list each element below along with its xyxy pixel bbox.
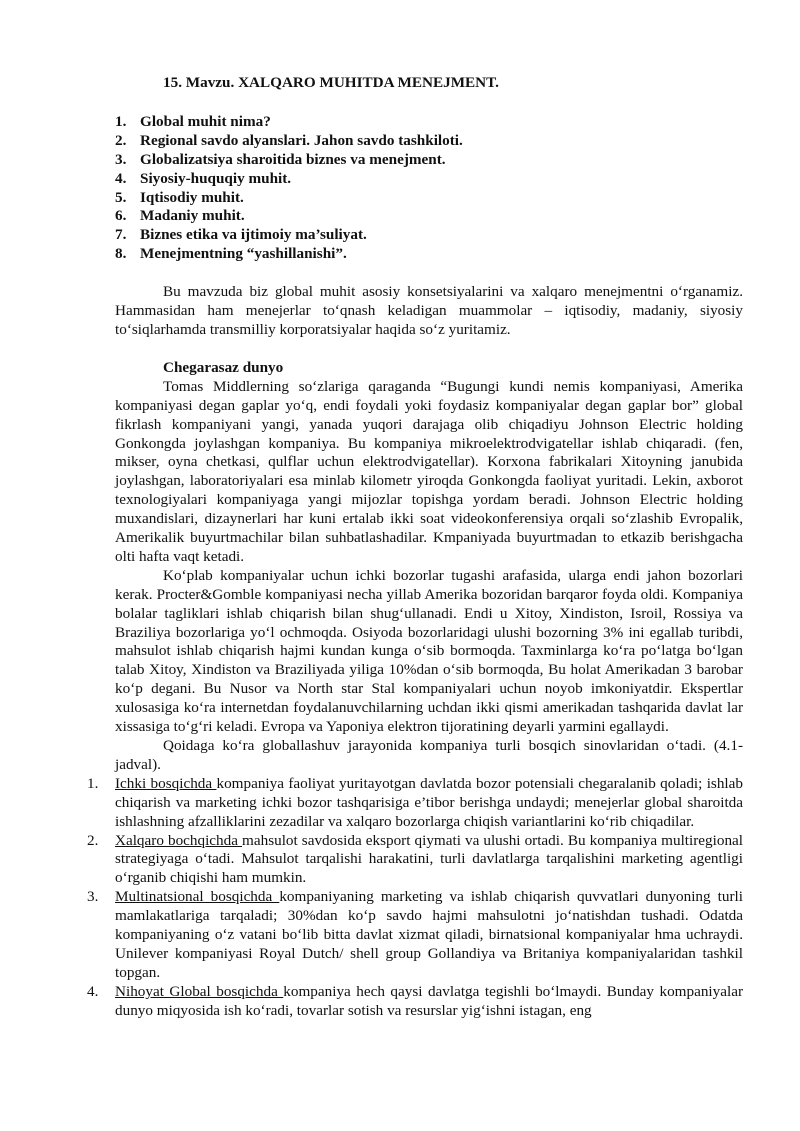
outline-number: 4. [115,169,127,187]
topic-outline [115,113,743,264]
stage-term: Xalqaro bochqichda [115,831,243,849]
outline-text: Globalizatsiya sharoitida biznes va menejment. [140,150,446,168]
stage-item [87,832,743,889]
outline-number: 8. [115,245,127,263]
stage-item [87,983,743,1021]
outline-item [115,151,743,170]
stage-term: Multinatsional bosqichda [115,888,280,906]
page-title: 15. Mavzu. XALQARO MUHITDA MENEJMENT. [163,74,499,91]
outline-number: 3. [115,150,127,168]
stage-term: Ichki bosqichda [115,774,217,792]
outline-text: Biznes etika va ijtimoiy ma’suliyat. [140,226,367,244]
outline-number: 5. [115,188,127,206]
stage-number: 3. [87,888,99,906]
outline-text: Madaniy muhit. [140,207,245,225]
body-paragraph: Tomas Middlerning so‘zlariga qaraganda “Bugungi kundi nemis kompaniyasi, Amerika kompaniyasi degan gaplar yo‘q, endi foydali yoki foydasiz kompaniyalar degan gaplar bor” global fikrlash kompaniyani yangi, yanada yuqori darajaga olib chiqadiyu Johnson Electric holding Gonkongda joylashgan kompaniya. Bu kompaniya mikroelektrodvigatellar ishlab chiqaradi. (fen, mikser, oyna chetkasi, qulflar uchun elektrodvigatellar). Korxona fabrikalari Xitoyning janubida joylashgan, laboratoriyalari esa minlab kilometr yiroqda Gonkongda faoliyat yuritadi. Lekin, axborot texnologiyalari kompaniyaga yangi mijozlar topishga yordam beradi. Johnson Electric holding muxandislari, dizaynerlari har kuni ertalab ikki soat videokonferensiya orqali so‘zlashib Evropalik, Amerikalik buyurtmachilar bilan suhbatlashadilar. Kmpaniyada buyurtmadan to etkazib berishgacha olti hafta vaqt ketadi. [115,377,743,565]
outline-number: 2. [115,131,127,149]
outline-number: 6. [115,207,127,225]
body-paragraph: Ko‘plab kompaniyalar uchun ichki bozorlar tugashi arafasida, ularga endi jahon bozorlari kerak. Procter&Gomble kompaniyasi necha yillab Amerika bozoridan barqaror foyda oldi. Kompaniya bolalar tagliklari ishlab chiqarish bilan shug‘ullanadi. Endi u Xitoy, Xindiston, Isroil, Rossiya va Braziliya bozorlariga yo‘l ochmoqda. Osiyoda bozorlaridagi ulushi bozorning 3% ini egallab turibdi, mahsulot ishlab chiqarish hajmi kundan kunga o‘sib bormoqda. Taxminlarga ko‘ra po‘latga bo‘lgan talab Xitoy, Xindiston va Braziliyada yiliga 10%dan o‘sib bormoqda, Bu holat Amerikadan 3 barobar ko‘p degani. Bu Nusor va North star Stal kompaniyalari uchun noyob imkoniyatdir. Ekspertlar xulosasiga ko‘ra internetdan foydalanuvchilarning uchdan ikki qismi amerikadan tashqarida davlat lar xissasiga to‘g‘ri keladi. Evropa va Yaponiya elektron tijoratining deyarli yarmini egallaydi. [115,566,743,736]
stage-item [87,775,743,832]
stage-text: kompaniyaning marketing va ishlab chiqarish quvvatlari dunyoning turli mamlakatlariga tarqaladi; 30%dan ko‘p savdo hajmi mahsulotni jo‘natishdan tushadi. Odatda kompaniyaning o‘z vatani bo‘lib bitta davlat xizmat qiladi, birnatsional kompaniyalar hma uchraydi. Unilever kompaniyasi Royal Dutch/ shell group Gollandiya va Britaniya kompaniyalaridan tashkil topgan. [115,888,743,981]
section-heading: Chegarasaz dunyo [163,358,284,376]
stage-text: kompaniya hech qaysi davlatga tegishli bo‘lmaydi. Bunday kompaniyalar dunyo miqyosida ish ko‘radi, tovarlar sotish va resurslar yig‘ishni istagan, eng [115,982,743,1019]
outline-item [115,132,743,151]
outline-number: 1. [115,112,127,130]
stage-number: 1. [87,774,99,792]
outline-number: 7. [115,226,127,244]
outline-item [115,207,743,226]
outline-text: Regional savdo alyanslari. Jahon savdo tashkiloti. [140,131,463,149]
outline-item [115,170,743,189]
body-paragraph: Qoidaga ko‘ra globallashuv jarayonida kompaniya turli bosqich sinovlaridan o‘tadi. (4.1-jadval). [115,737,743,773]
outline-item [115,226,743,245]
outline-item [115,189,743,208]
outline-text: Menejmentning “yashillanishi”. [140,245,347,263]
stage-text: mahsulot savdosida eksport qiymati va ulushi ortadi. Bu kompaniya multiregional strategiyaga o‘tadi. Mahsulot tarqalishi harakatini, turli davlatlarga tarqalishini marketing agentligi o‘rganib chiqishi ham mumkin. [115,831,743,887]
stage-list [87,775,743,1021]
stage-text: kompaniya faoliyat yuritayotgan davlatda bozor potensiali chegaralanib qoladi; ishlab chiqarish va marketing ichki bozor tashqarisiga e’tibor berishga undaydi; menejerlar global sharoitda ishlashning afzalliklarini zezadilar va xalqaro bozorlarga chiqish variantlarini ko‘rib chiqadilar. [115,774,743,830]
outline-item [115,113,743,132]
stage-term: Nihoyat Global bosqichda [115,982,284,1000]
stage-number: 2. [87,831,99,849]
outline-item [115,245,743,264]
outline-text: Siyosiy-huquqiy muhit. [140,169,292,187]
intro-paragraph: Bu mavzuda biz global muhit asosiy konsetsiyalarini va xalqaro menejmentni o‘rganamiz. Hammasidan ham menejerlar to‘qnash keladigan muammolar – iqtisodiy, madaniy, siyosiy to‘siqlarhamda transmilliy korporatsiyalar haqida so‘z yuritamiz. [115,283,743,338]
stage-item [87,888,743,983]
outline-text: Iqtisodiy muhit. [140,188,244,206]
stage-number: 4. [87,982,99,1000]
outline-text: Global muhit nima? [140,112,271,130]
